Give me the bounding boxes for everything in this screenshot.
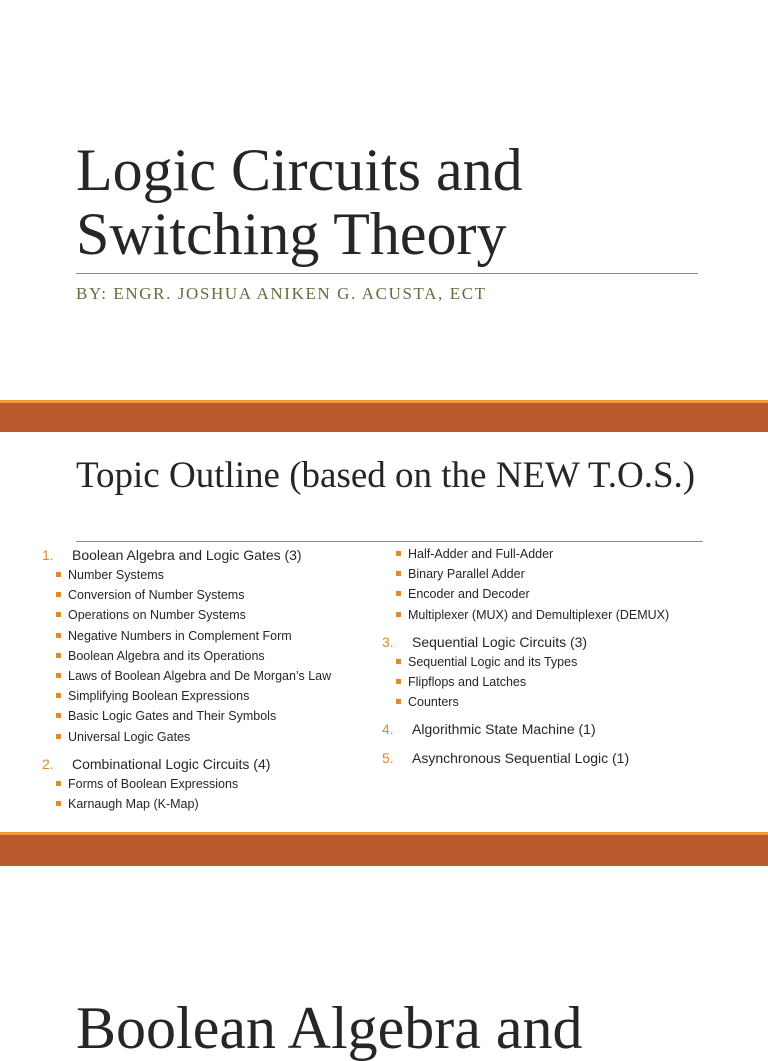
subtopic-item: [396, 692, 742, 712]
topic-item: [382, 634, 742, 650]
author-byline: BY: ENGR. JOSHUA ANIKEN G. ACUSTA, ECT: [76, 284, 487, 303]
bullet-square-icon: [56, 653, 61, 658]
bullet-square-icon: [56, 592, 61, 597]
subtopic-label: Binary Parallel Adder: [408, 567, 525, 582]
subtopic-label: Multiplexer (MUX) and Demultiplexer (DEMUX): [408, 607, 670, 622]
bullet-square-icon: [56, 781, 61, 786]
bullet-square-icon: [396, 571, 401, 576]
subtopic-item: [56, 605, 372, 625]
topic-number: 1.: [42, 547, 54, 563]
topic-number: 5.: [382, 750, 394, 767]
topic-item: [382, 721, 742, 737]
topic-label: Sequential Logic Circuits (3): [412, 633, 588, 650]
outline-column-left: [42, 544, 372, 814]
bullet-square-icon: [56, 693, 61, 698]
subtopic-label: Number Systems: [68, 568, 164, 582]
subtopic-item: [396, 584, 742, 604]
outline-title: Topic Outline (based on the NEW T.O.S.): [76, 455, 696, 496]
subtopic-item: [396, 652, 742, 672]
subtopic-list: [396, 544, 742, 625]
subtopic-list: [56, 774, 372, 814]
slide-title: Boolean Algebra and: [76, 995, 583, 1061]
subtopic-label: Simplifying Boolean Expressions: [68, 689, 250, 704]
topic-label: Algorithmic State Machine (1): [412, 721, 596, 738]
subtopic-list: [396, 652, 742, 713]
outline-slide: [0, 432, 768, 832]
subtopic-label: Counters: [408, 695, 459, 710]
subtopic-label: Operations on Number Systems: [68, 608, 246, 623]
bullet-square-icon: [56, 801, 61, 806]
subtopic-label: Conversion of Number Systems: [68, 588, 245, 603]
bullet-square-icon: [56, 734, 61, 739]
subtopic-label: Karnaugh Map (K-Map): [68, 796, 199, 811]
subtopic-label: Encoder and Decoder: [408, 587, 530, 602]
subtopic-item: [56, 585, 372, 605]
bullet-square-icon: [396, 699, 401, 704]
topic-label: Combinational Logic Circuits (4): [72, 755, 271, 772]
bullet-square-icon: [396, 612, 401, 617]
outline-divider: [76, 541, 703, 542]
topic-number: 3.: [382, 633, 394, 650]
subtopic-list: [56, 565, 372, 747]
bullet-square-icon: [56, 673, 61, 678]
subtopic-item: [56, 706, 372, 726]
subtopic-item: [56, 646, 372, 666]
subtopic-label: Boolean Algebra and its Operations: [68, 648, 265, 663]
subtopic-label: Forms of Boolean Expressions: [68, 776, 239, 791]
boolean-algebra-slide: [0, 866, 768, 1061]
subtopic-item: [396, 544, 742, 564]
outline-column-right: [382, 544, 742, 766]
subtopic-item: [56, 666, 372, 686]
subtopic-item: [56, 626, 372, 646]
bullet-square-icon: [396, 591, 401, 596]
bullet-square-icon: [56, 633, 61, 638]
topic-number: 4.: [382, 721, 394, 738]
subtopic-label: Sequential Logic and its Types: [408, 654, 578, 669]
subtopic-item: [56, 565, 372, 585]
subtopic-item: [56, 686, 372, 706]
slide-title: Logic Circuits and Switching Theory: [76, 137, 523, 267]
subtopic-label: Basic Logic Gates and Their Symbols: [68, 709, 277, 724]
topic-item: [42, 756, 372, 772]
topic-label: Asynchronous Sequential Logic (1): [412, 750, 630, 767]
subtopic-item: [56, 774, 372, 794]
subtopic-label: Half-Adder and Full-Adder: [408, 547, 554, 561]
topic-item: [42, 547, 372, 563]
subtopic-label: Negative Numbers in Complement Form: [68, 628, 292, 643]
bullet-square-icon: [396, 679, 401, 684]
subtopic-label: Laws of Boolean Algebra and De Morgan’s Law: [68, 668, 332, 683]
topic-label: Boolean Algebra and Logic Gates (3): [72, 547, 302, 563]
subtopic-item: [56, 794, 372, 814]
topic-item: [382, 750, 742, 766]
title-slide: [0, 0, 768, 400]
subtopic-item: [56, 727, 372, 747]
subtopic-label: Universal Logic Gates: [68, 729, 191, 744]
topic-number: 2.: [42, 755, 54, 772]
bullet-square-icon: [56, 612, 61, 617]
bullet-square-icon: [396, 659, 401, 664]
subtopic-item: [396, 564, 742, 584]
slide-separator: [0, 835, 768, 866]
bullet-square-icon: [396, 551, 401, 556]
subtopic-item: [396, 605, 742, 625]
bullet-square-icon: [56, 713, 61, 718]
title-divider: [76, 273, 698, 274]
bullet-square-icon: [56, 572, 61, 577]
subtopic-label: Flipflops and Latches: [408, 674, 527, 689]
slide-separator: [0, 403, 768, 432]
subtopic-item: [396, 672, 742, 692]
